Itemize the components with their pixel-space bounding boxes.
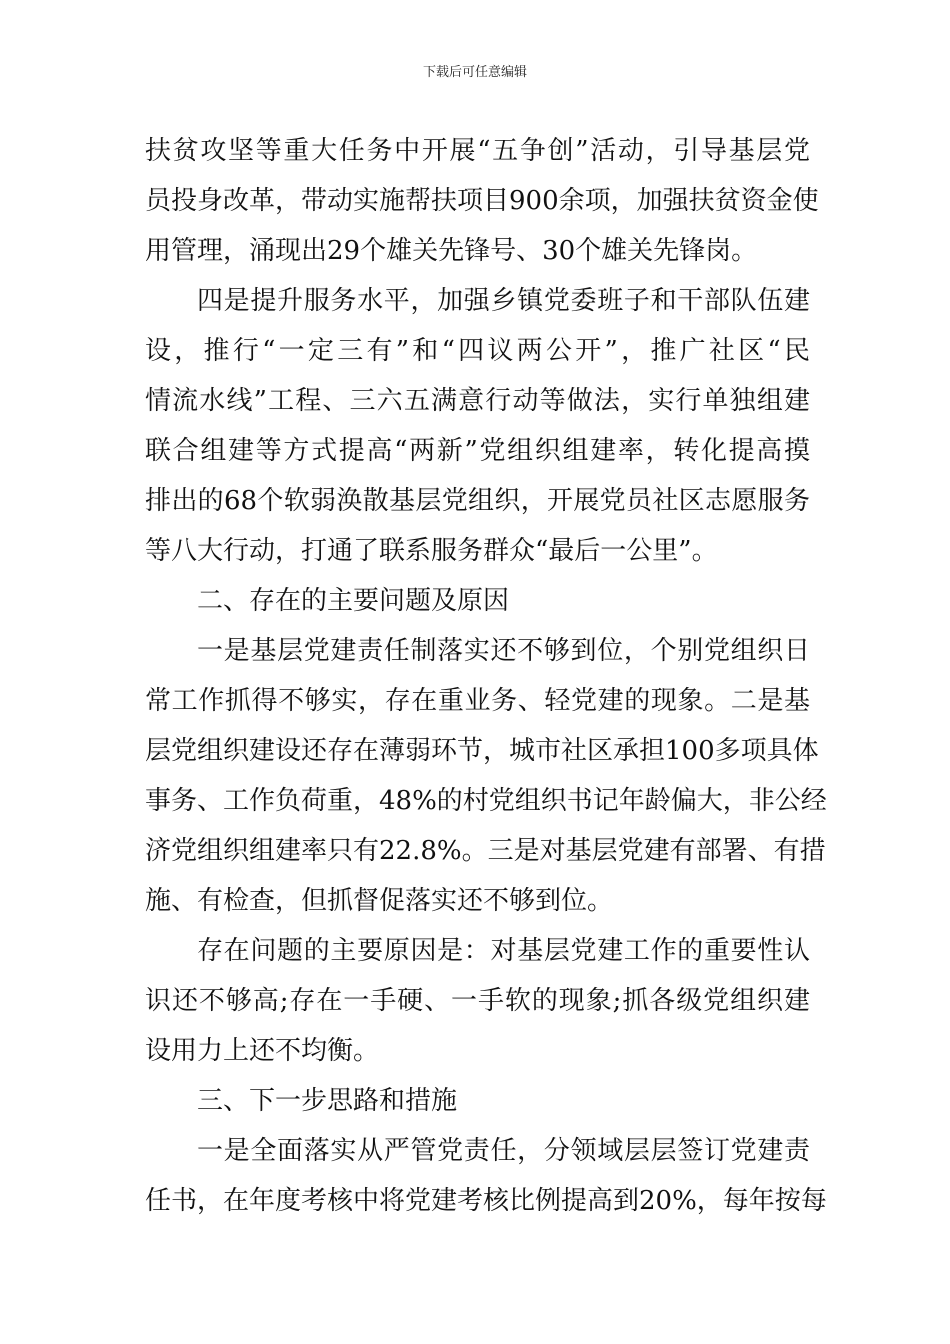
text-line: 员投身改革，带动实施帮扶项目900余项，加强扶贫资金使 <box>145 186 819 216</box>
text-line: 情流水线”工程、三六五满意行动等做法，实行单独组建 <box>145 386 810 416</box>
text-line: 设用力上还不均衡。 <box>145 1036 380 1066</box>
section-heading: 二、存在的主要问题及原因 <box>197 586 510 616</box>
text-line: 联合组建等方式提高“两新”党组织组建率，转化提高摸 <box>145 436 810 466</box>
text-line: 识还不够高;存在一手硬、一手软的现象;抓各级党组织建 <box>145 986 810 1016</box>
text-line: 用管理，涌现出29个雄关先锋号、30个雄关先锋岗。 <box>145 236 758 266</box>
paragraph-start-line: 一是全面落实从严管党责任，分领域层层签订党建责 <box>197 1136 810 1166</box>
paragraph-start-line: 一是基层党建责任制落实还不够到位，个别党组织日 <box>197 636 810 666</box>
text-line: 任书，在年度考核中将党建考核比例提高到20%，每年按每 <box>145 1186 827 1216</box>
text-line: 扶贫攻坚等重大任务中开展“五争创”活动，引导基层党 <box>145 136 810 166</box>
text-line: 施、有检查，但抓督促落实还不够到位。 <box>145 886 614 916</box>
document-body <box>145 126 827 1226</box>
text-line: 排出的68个软弱涣散基层党组织，开展党员社区志愿服务 <box>145 486 810 516</box>
paragraph-start-line: 四是提升服务水平，加强乡镇党委班子和干部队伍建 <box>197 286 810 316</box>
text-line: 设，推行“一定三有”和“四议两公开”，推广社区“民 <box>145 336 810 366</box>
text-line: 事务、工作负荷重，48%的村党组织书记年龄偏大，非公经 <box>145 786 827 816</box>
text-line: 常工作抓得不够实，存在重业务、轻党建的现象。二是基 <box>145 686 810 716</box>
page-header: 下载后可任意编辑 <box>422 65 527 80</box>
section-heading: 三、下一步思路和措施 <box>197 1086 458 1116</box>
paragraph-start-line: 存在问题的主要原因是：对基层党建工作的重要性认 <box>197 936 810 966</box>
text-line: 层党组织建设还存在薄弱环节，城市社区承担100多项具体 <box>145 736 819 766</box>
text-line: 等八大行动，打通了联系服务群众“最后一公里”。 <box>145 536 718 566</box>
text-line: 济党组织组建率只有22.8%。三是对基层党建有部署、有措 <box>145 836 826 866</box>
